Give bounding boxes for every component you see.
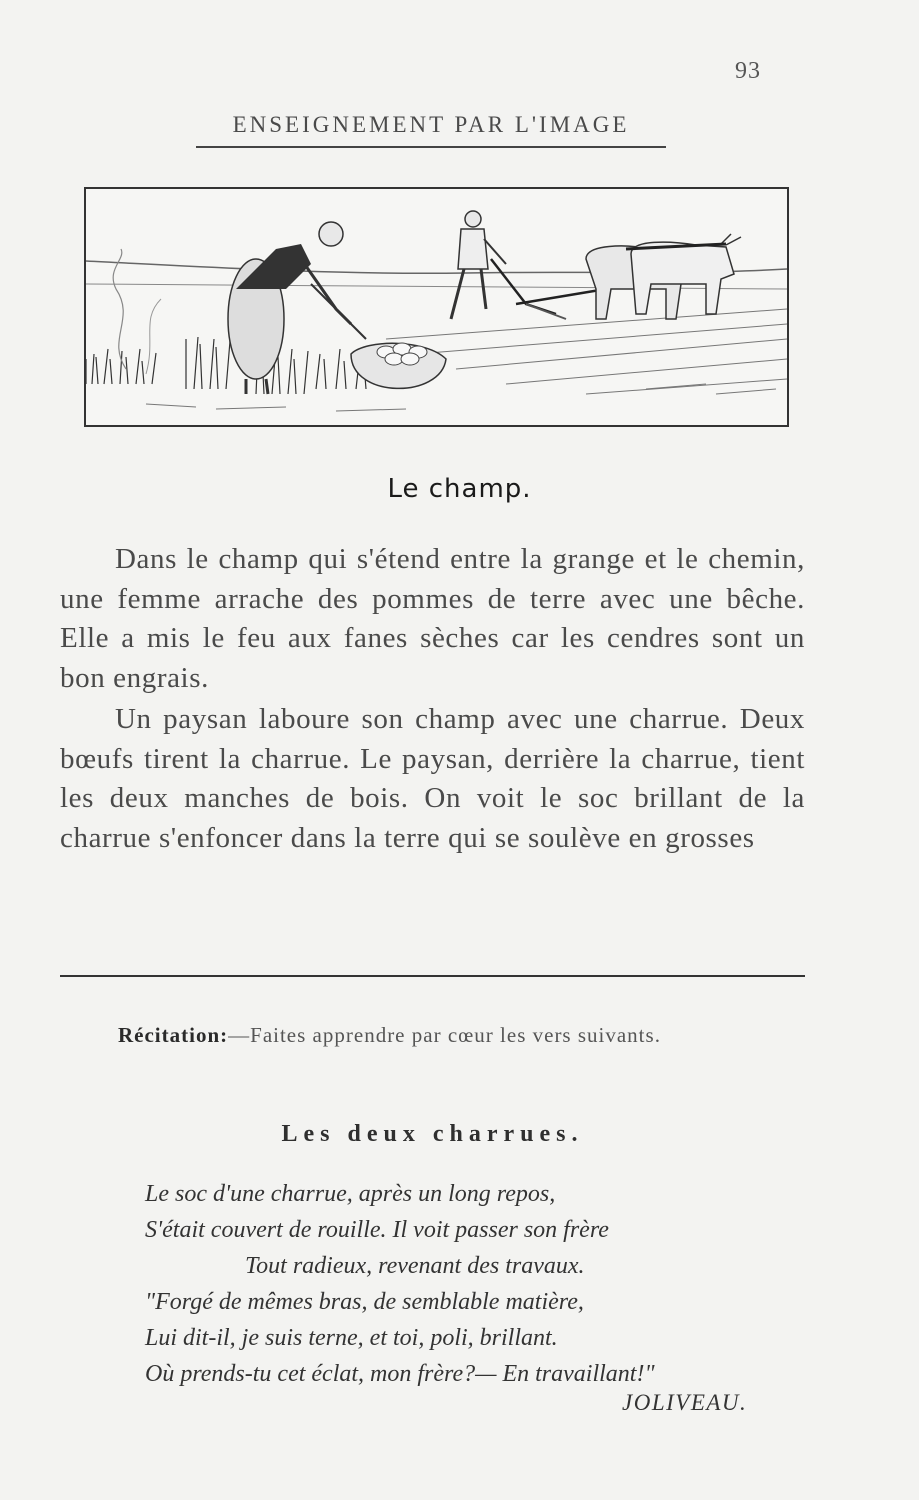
poem-line: Tout radieux, revenant des travaux. [245, 1253, 585, 1279]
paragraph: Dans le champ qui s'étend entre la grange et le chemin, une femme arrache des pommes de terre avec une bêche. Elle a mis le feu aux fanes sèches car les cendres sont un bon engrais. [60, 543, 805, 694]
illustration-caption: Le champ. [387, 474, 532, 504]
poem-title: Les deux charrues. [281, 1121, 584, 1147]
section-divider [60, 975, 805, 977]
poem-line: Lui dit-il, je suis terne, et toi, poli, brillant. [145, 1325, 558, 1351]
poem [145, 1176, 825, 1392]
recitation-text: —Faites apprendre par cœur les vers suivants. [228, 1023, 661, 1047]
poem-line: Où prends-tu cet éclat, mon frère?— En travaillant!" [145, 1361, 655, 1387]
poem-line: "Forgé de mêmes bras, de semblable matière, [145, 1289, 584, 1315]
plowing-scene-drawing [86, 189, 787, 425]
page-number: 93 [735, 58, 761, 84]
recitation-instruction [60, 1020, 805, 1050]
running-head: ENSEIGNEMENT PAR L'IMAGE [196, 112, 666, 148]
field-illustration [84, 187, 789, 427]
poem-author: JOLIVEAU. [622, 1390, 748, 1415]
poem-line: Le soc d'une charrue, après un long repos, [145, 1181, 556, 1207]
recitation-label: Récitation: [118, 1023, 229, 1047]
paragraph: Un paysan laboure son champ avec une charrue. Deux bœufs tirent la charrue. Le paysan, derrière la charrue, tient les deux manches de bois. On voit le soc brillant de la charrue s'enfoncer dans la terre qui se soulève en grosses [60, 703, 805, 854]
poem-line: S'était couvert de rouille. Il voit passer son frère [145, 1217, 609, 1243]
